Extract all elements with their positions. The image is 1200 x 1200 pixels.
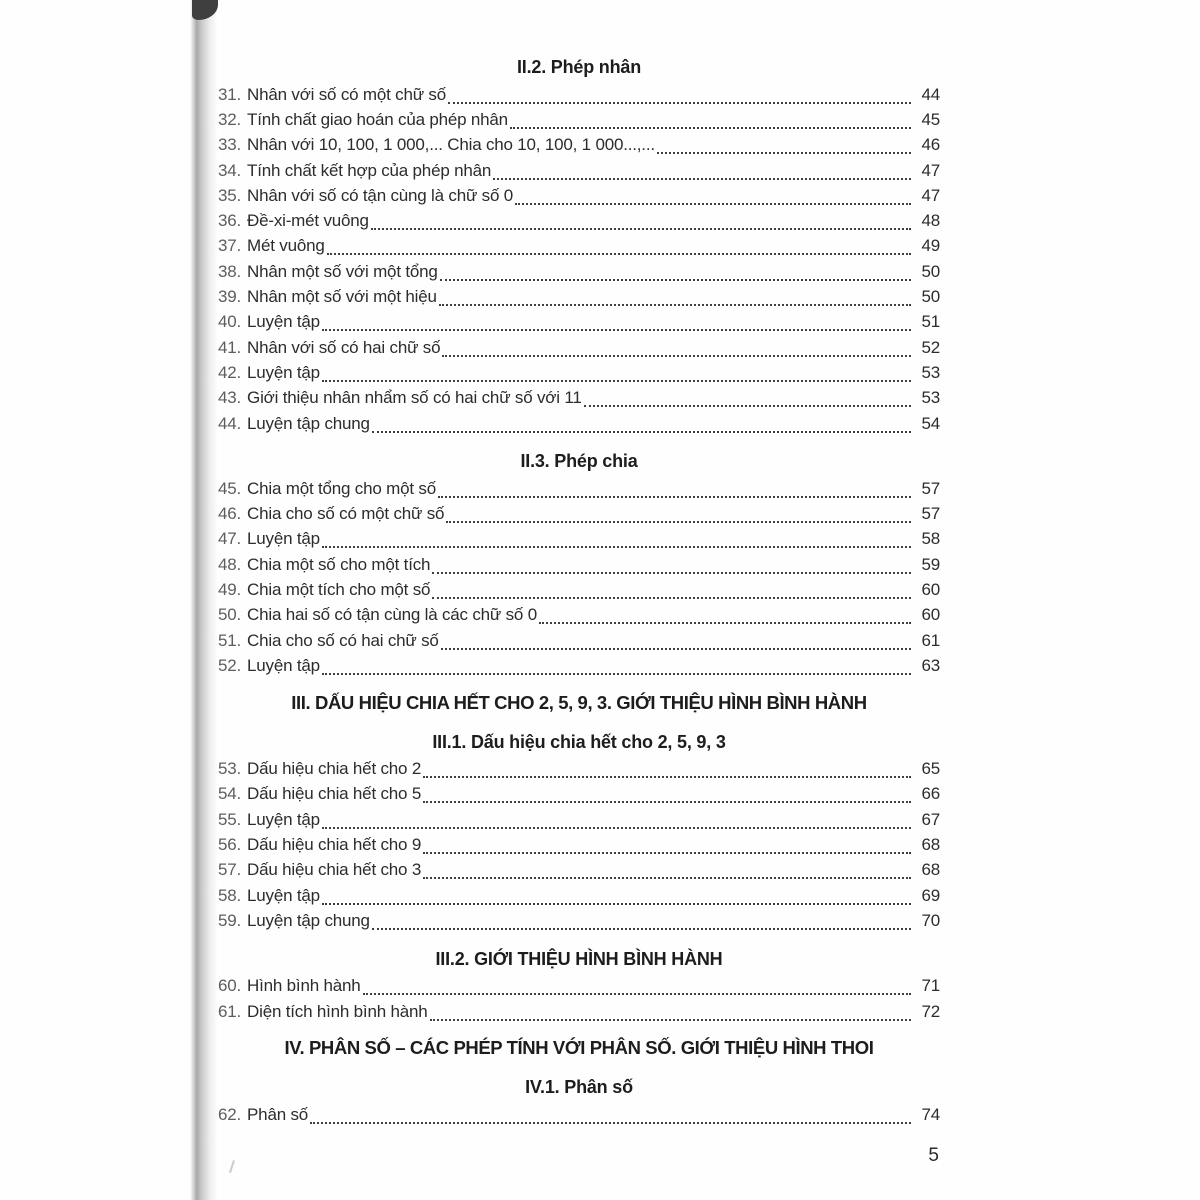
dot-leader (510, 111, 911, 129)
toc-entry-number: 36. (218, 211, 242, 231)
toc-entry-number: 37. (218, 236, 242, 256)
toc-row (218, 208, 940, 233)
dot-leader (430, 1003, 912, 1021)
toc-row (218, 335, 940, 360)
toc-entry-number: 33. (218, 135, 242, 155)
toc-section-rows (218, 757, 940, 934)
toc-entry-number: 46. (218, 504, 242, 524)
toc-entry-title: Luyện tập (247, 809, 320, 829)
toc-entry-number: 35. (218, 185, 242, 205)
toc-entry-number: 62. (218, 1104, 242, 1124)
toc-page-number: 59 (921, 554, 940, 574)
toc-entry-title: Đề-xi-mét vuông (247, 211, 369, 231)
dot-leader (440, 263, 911, 281)
toc-content (218, 0, 940, 1167)
toc-entry-title: Phân số (247, 1104, 309, 1124)
toc-section-rows (218, 82, 940, 436)
dot-leader (423, 836, 911, 854)
toc-row (218, 386, 940, 411)
toc-entry-title: Mét vuông (247, 236, 325, 256)
dot-leader (322, 657, 911, 675)
toc-page-number: 49 (921, 236, 940, 256)
toc-row (218, 133, 940, 158)
toc-entry-title: Dấu hiệu chia hết cho 9 (247, 835, 422, 855)
toc-page-number: 48 (921, 211, 940, 231)
section-heading: II.3. Phép chia (520, 451, 638, 472)
dot-leader (439, 288, 911, 306)
dot-leader (515, 187, 911, 205)
toc-page-number: 68 (921, 860, 940, 880)
dot-leader (423, 760, 911, 778)
toc-row (218, 807, 940, 832)
toc-page-number: 50 (921, 261, 940, 281)
toc-page-number: 65 (921, 759, 940, 779)
toc-page-number: 67 (921, 809, 940, 829)
toc-row (218, 628, 940, 653)
dot-leader (423, 785, 911, 803)
toc-page-number: 52 (921, 337, 940, 357)
toc-entry-title: Luyện tập (247, 362, 320, 382)
toc-entry-number: 42. (218, 362, 242, 382)
toc-row (218, 782, 940, 807)
toc-page-number: 60 (921, 579, 940, 599)
toc-page-number: 63 (921, 655, 940, 675)
toc (218, 54, 940, 1128)
toc-entry-title: Diện tích hình bình hành (247, 1001, 428, 1021)
toc-entry-number: 40. (218, 312, 242, 332)
toc-row (218, 259, 940, 284)
page-edge-shadow (190, 0, 218, 1200)
toc-entry-number: 53. (218, 759, 242, 779)
section-heading: IV.1. Phân số (525, 1077, 633, 1098)
toc-page-number: 53 (921, 362, 940, 382)
toc-page-number: 47 (921, 160, 940, 180)
section-heading: III.1. Dấu hiệu chia hết cho 2, 5, 9, 3 (432, 731, 726, 752)
toc-row (218, 974, 940, 999)
toc-page-number: 68 (921, 835, 940, 855)
toc-entry-title: Nhân với số có một chữ số (247, 84, 446, 104)
toc-section-rows (218, 476, 940, 678)
section-heading: III.2. GIỚI THIỆU HÌNH BÌNH HÀNH (435, 948, 723, 969)
toc-entry-number: 56. (218, 835, 242, 855)
toc-entry-number: 54. (218, 784, 242, 804)
dot-leader (441, 632, 911, 650)
section-heading: II.2. Phép nhân (516, 57, 642, 77)
toc-row (218, 908, 940, 933)
toc-entry-number: 38. (218, 261, 242, 281)
toc-entry-number: 57. (218, 860, 242, 880)
toc-page-number: 69 (921, 885, 940, 905)
toc-entry-title: Luyện tập (247, 529, 320, 549)
toc-row (218, 284, 940, 309)
toc-row (218, 883, 940, 908)
toc-section-rows (218, 1102, 940, 1127)
toc-page-number: 71 (921, 976, 940, 996)
toc-row (218, 234, 940, 259)
toc-entry-title: Hình bình hành (247, 976, 361, 996)
dot-leader (432, 581, 911, 599)
dot-leader (322, 313, 911, 331)
toc-page-number: 45 (921, 109, 940, 129)
toc-page-number: 47 (921, 185, 940, 205)
dot-leader (327, 237, 911, 255)
toc-entry-title: Dấu hiệu chia hết cho 3 (247, 860, 422, 880)
toc-row (218, 653, 940, 678)
toc-row (218, 832, 940, 857)
dot-leader (372, 912, 911, 930)
toc-page-number: 51 (921, 312, 940, 332)
dot-leader (322, 887, 911, 905)
toc-row (218, 1102, 940, 1127)
dot-leader (448, 86, 911, 104)
toc-entry-number: 60. (218, 976, 242, 996)
toc-page-number: 57 (921, 504, 940, 524)
toc-entry-title: Luyện tập chung (247, 413, 370, 433)
toc-page-number: 50 (921, 287, 940, 307)
toc-page-number: 58 (921, 529, 940, 549)
toc-row (218, 183, 940, 208)
toc-page-number: 70 (921, 910, 940, 930)
toc-section-rows (218, 974, 940, 1025)
toc-page-number: 60 (921, 605, 940, 625)
toc-entry-number: 55. (218, 809, 242, 829)
toc-entry-number: 52. (218, 655, 242, 675)
dot-leader (446, 505, 911, 523)
dot-leader (363, 977, 911, 995)
toc-page-number: 66 (921, 784, 940, 804)
toc-entry-title: Tính chất giao hoán của phép nhân (247, 109, 508, 129)
dot-leader (539, 606, 911, 624)
toc-page-number: 44 (921, 84, 940, 104)
toc-entry-number: 49. (218, 579, 242, 599)
dot-leader (322, 530, 911, 548)
toc-row (218, 158, 940, 183)
toc-entry-number: 44. (218, 413, 242, 433)
page-number: 5 (928, 1144, 939, 1166)
dot-leader (584, 389, 911, 407)
toc-row (218, 603, 940, 628)
toc-entry-number: 58. (218, 885, 242, 905)
toc-entry-title: Luyện tập chung (247, 910, 370, 930)
toc-entry-title: Chia cho số có một chữ số (247, 504, 445, 524)
toc-entry-number: 43. (218, 388, 242, 408)
toc-entry-number: 32. (218, 109, 242, 129)
toc-row (218, 757, 940, 782)
toc-row (218, 527, 940, 552)
toc-entry-number: 41. (218, 337, 242, 357)
toc-row (218, 501, 940, 526)
toc-page-number: 74 (921, 1104, 940, 1124)
toc-row (218, 107, 940, 132)
dot-leader (432, 556, 911, 574)
section-heading: III. DẤU HIỆU CHIA HẾT CHO 2, 5, 9, 3. GIỚI THIỆU HÌNH BÌNH HÀNH (291, 691, 867, 713)
toc-row (218, 411, 940, 436)
dot-leader (657, 136, 911, 154)
dot-leader (310, 1106, 911, 1124)
dot-leader (493, 162, 911, 180)
toc-entry-title: Nhân một số với một tổng (247, 261, 438, 281)
toc-entry-title: Nhân với 10, 100, 1 000,... Chia cho 10, 100, 1 000...,... (247, 135, 655, 155)
dot-leader (322, 811, 911, 829)
dot-leader (372, 415, 911, 433)
toc-entry-number: 47. (218, 529, 242, 549)
toc-entry-number: 51. (218, 630, 242, 650)
toc-page-number: 57 (921, 478, 940, 498)
toc-entry-number: 45. (218, 478, 242, 498)
toc-entry-number: 34. (218, 160, 242, 180)
dot-leader (371, 212, 911, 230)
toc-entry-title: Luyện tập (247, 885, 320, 905)
toc-entry-number: 31. (218, 84, 242, 104)
toc-entry-number: 59. (218, 910, 242, 930)
toc-page-number: 72 (921, 1001, 940, 1021)
section-heading: IV. PHÂN SỐ – CÁC PHÉP TÍNH VỚI PHÂN SỐ. GIỚI THIỆU HÌNH THOI (284, 1037, 874, 1059)
toc-page-number: 54 (921, 413, 940, 433)
toc-entry-title: Chia hai số có tận cùng là các chữ số 0 (247, 605, 537, 625)
toc-row (218, 82, 940, 107)
toc-entry-number: 50. (218, 605, 242, 625)
toc-entry-title: Giới thiệu nhân nhẩm số có hai chữ số với 11 (247, 388, 582, 408)
toc-row (218, 310, 940, 335)
toc-entry-title: Luyện tập (247, 312, 320, 332)
toc-entry-title: Nhân một số với một hiệu (247, 287, 437, 307)
toc-row (218, 999, 940, 1024)
toc-entry-title: Luyện tập (247, 655, 320, 675)
dot-leader (442, 339, 911, 357)
dot-leader (438, 480, 911, 498)
toc-row (218, 360, 940, 385)
toc-row (218, 552, 940, 577)
toc-entry-title: Dấu hiệu chia hết cho 5 (247, 784, 422, 804)
toc-entry-number: 48. (218, 554, 242, 574)
toc-page-number: 46 (921, 135, 940, 155)
toc-entry-title: Tính chất kết hợp của phép nhân (247, 160, 492, 180)
toc-entry-title: Nhân với số có tận cùng là chữ số 0 (247, 185, 514, 205)
toc-row (218, 577, 940, 602)
toc-page-number: 61 (921, 630, 940, 650)
toc-row (218, 858, 940, 883)
toc-entry-title: Chia một tích cho một số (247, 579, 431, 599)
toc-entry-title: Chia một tổng cho một số (247, 478, 436, 498)
toc-entry-title: Chia một số cho một tích (247, 554, 431, 574)
toc-row (218, 476, 940, 501)
dot-leader (322, 364, 911, 382)
dot-leader (423, 861, 911, 879)
toc-entry-number: 61. (218, 1001, 242, 1021)
toc-entry-number: 39. (218, 287, 242, 307)
toc-page-number: 53 (921, 388, 940, 408)
toc-entry-title: Nhân với số có hai chữ số (247, 337, 441, 357)
toc-entry-title: Dấu hiệu chia hết cho 2 (247, 759, 422, 779)
toc-entry-title: Chia cho số có hai chữ số (247, 630, 439, 650)
